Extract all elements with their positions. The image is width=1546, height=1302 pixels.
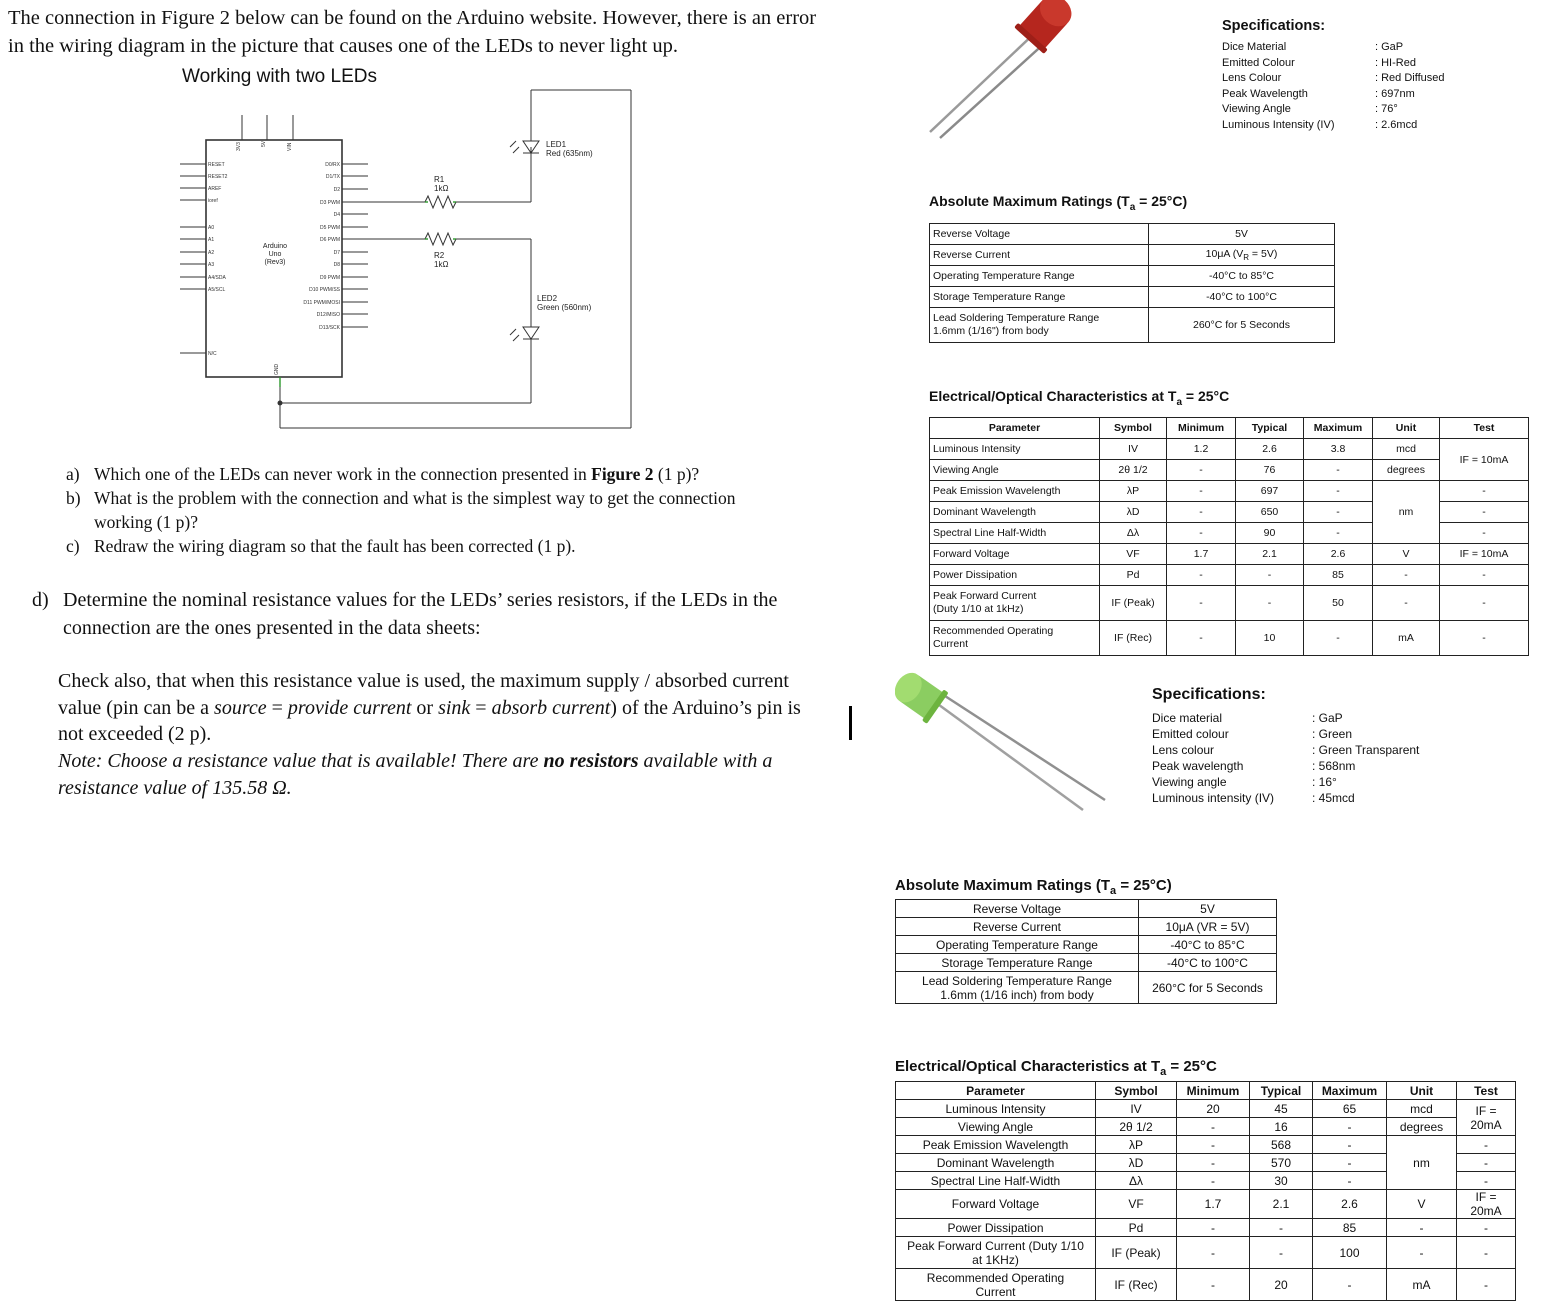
pin-3v3: 3V3 (236, 142, 242, 151)
pin-vin: VIN (287, 142, 293, 151)
pin-left: A2 (208, 250, 215, 256)
pin-right: D1/TX (325, 174, 340, 180)
question-b: b) What is the problem with the connection and what is the simplest way to get the connection working (1 p)? (66, 488, 736, 532)
green-spec-list (1152, 710, 1419, 806)
note-paragraph: Note: Choose a resistance value that is available! There are no resistors available with a resistance value of 135.58 Ω. (58, 750, 773, 799)
green-led-image (895, 672, 1125, 817)
pin-left: N/C (208, 351, 217, 357)
spec-row: Dice material : GaP (1152, 711, 1343, 725)
spec-row: Emitted Colour : HI-Red (1222, 56, 1416, 69)
table-row: Peak Forward Current (Duty 1/10 at 1kHz) IF (Peak) - - 50 - - (930, 586, 1529, 621)
pin-left: RESET (208, 162, 225, 168)
pin-right: D5 PWM (320, 225, 340, 231)
pin-left: ioref (208, 198, 218, 204)
table-row: Dominant Wavelength λD - 570 - - (896, 1154, 1516, 1172)
intro-paragraph: The connection in Figure 2 below can be found on the Arduino website. However, there is an error in the wiring diagram in the picture that causes one of the LEDs to never light up. (8, 7, 817, 57)
r2-value: 1kΩ (434, 260, 449, 269)
table-row: Spectral Line Half-Width Δλ - 30 - - (896, 1172, 1516, 1190)
check-paragraph: Check also, that when this resistance value is used, the maximum supply / absorbed current value (pin can be a source = provide current or sink = absorb current) of the Arduino’s pin is not exceeded (2 p). (58, 670, 801, 745)
text-cursor (849, 706, 852, 740)
green-amr-title: Absolute Maximum Ratings $(T_a = 25^\circ C)$ (895, 877, 1172, 897)
board-model: Uno (268, 251, 282, 258)
spec-row: Peak Wavelength : 697nm (1222, 87, 1415, 100)
spec-row: Dice Material : GaP (1222, 41, 1404, 53)
pin-left: RESET2 (208, 174, 228, 180)
red-spec-title: Specifications: (1222, 18, 1326, 34)
table-row: Recommended Operating Current IF (Rec) - 10 - mA - (930, 621, 1529, 656)
table-row: Spectral Line Half-Width Δλ - 90 - - (930, 523, 1529, 544)
red-amr-table: Reverse Voltage 5V Reverse Current 10μA $(V_R = 5V)$ Operating Temperature Range -40°C to 85°C Storage Temperature Range -40°C to 100°C Lead Soldering Temperature Range 1.6mm (1/16") from body 260°C for 5 Seconds (929, 223, 1335, 343)
table-row: Forward Voltage VF 1.7 2.1 2.6 V IF = 20mA (896, 1190, 1516, 1219)
r2-name: R2 (434, 251, 445, 260)
table-row: Dominant Wavelength λD - 650 - - (930, 502, 1529, 523)
pin-right: D12/MISO (316, 312, 340, 318)
spec-row: Emitted colour : Green (1152, 727, 1353, 741)
pin-right: D7 (333, 250, 340, 256)
pin-left: A1 (208, 237, 215, 243)
pin-right: D0/RX (325, 162, 340, 168)
pin-right: D9 PWM (320, 275, 340, 281)
table-row: Power Dissipation Pd - - 85 - - (930, 565, 1529, 586)
pin-gnd: GND (274, 363, 280, 375)
red-spec-list (1222, 40, 1445, 134)
pin-right: D13/SCK (319, 325, 340, 331)
pin-right: D4 (333, 212, 340, 218)
spec-row: Viewing Angle : 76° (1222, 103, 1398, 116)
table-row: Recommended Operating Current IF (Rec) - 20 - mA - (896, 1269, 1516, 1301)
spec-row: Peak wavelength : 568nm (1152, 759, 1356, 773)
red-eo-title: Electrical/Optical Characteristics at $T_a = 25^\circ C$ (929, 388, 1230, 408)
red-led-image (920, 0, 1080, 140)
table-row: Viewing Angle 2θ 1/2 - 16 - degrees (896, 1118, 1516, 1136)
question-a: a) Which one of the LEDs can never work in the connection presented in Figure 2 (1 p)? (66, 464, 700, 484)
pin-left: A3 (208, 262, 215, 268)
wiring-diagram (170, 85, 650, 435)
green-amr-table: Reverse Voltage 5V Reverse Current 10μA (VR = 5V) Operating Temperature Range -40°C to 85°C Storage Temperature Range -40°C to 100°C Lead Soldering Temperature Range 1.6mm (1/16 inch) from body 260°C for 5 Seconds (895, 899, 1277, 1004)
green-eo-title: Electrical/Optical Characteristics at $T_a = 25^\circ C$ (895, 1058, 1217, 1078)
pin-5v: 5V (261, 140, 267, 147)
green-eo-table: Parameter Symbol Minimum Typical Maximum Unit Test Luminous Intensity IV 20 45 65 mcd IF = 20mA Viewing Angle 2θ 1/2 - 16 - degrees Peak Emission Wavelength λP - 568 - nm - Dominant Wavelength λD - 570 - - Spectral Line Half-Width Δλ - 30 - - Forward Voltage VF 1.7 2.1 2.6 V IF = 20mA Power Dissipation Pd - - 85 - - Peak Forward Current (Duty 1/10 at 1KHz) IF (Peak) - - 100 - - Recommended Operating Current IF (Rec) - 20 - mA - (895, 1081, 1516, 1301)
led1-name: LED1 (546, 140, 567, 149)
table-row: Peak Emission Wavelength λP - 697 - nm - (930, 481, 1529, 502)
led2-name: LED2 (537, 294, 558, 303)
board-name: Arduino (262, 243, 288, 250)
pin-left: A4/SDA (208, 275, 226, 281)
table-row: Luminous Intensity IV 20 45 65 mcd IF = 20mA (896, 1100, 1516, 1118)
board-rev: (Rev3) (264, 259, 286, 266)
led2-desc: Green (560nm) (537, 303, 592, 312)
figure-title: Working with two LEDs (182, 66, 377, 87)
red-eo-table: Parameter Symbol Minimum Typical Maximum Unit Test Luminous Intensity IV 1.2 2.6 3.8 mcd IF = 10mA Viewing Angle 2θ 1/2 - 76 - degrees Peak Emission Wavelength λP - 697 - nm - Dominant Wavelength λD - 650 - - Spectral Line Half-Width Δλ - 90 - - Forward Voltage VF 1.7 2.1 2.6 V IF = 10mA Power Dissipation Pd - - 85 - - Peak Forward Current (Duty 1/10 at 1kHz) IF (Peak) - - 50 - - Recommended Operating Current IF (Rec) - 10 - mA - (929, 417, 1529, 656)
r1-name: R1 (434, 175, 445, 184)
led1-desc: Red (635nm) (546, 149, 593, 158)
green-spec-title: Specifications: (1152, 686, 1266, 703)
table-row: Viewing Angle 2θ 1/2 - 76 - degrees (930, 460, 1529, 481)
pin-right: D3 PWM (320, 200, 340, 206)
pin-left: A0 (208, 225, 215, 231)
spec-row: Luminous Intensity (IV) : 2.6mcd (1222, 118, 1418, 131)
spec-row: Luminous intensity (IV) : 45mcd (1152, 791, 1355, 805)
table-row: Power Dissipation Pd - - 85 - - (896, 1219, 1516, 1237)
pin-right: D10 PWM/SS (309, 287, 340, 293)
pin-left: AREF (208, 186, 222, 192)
question-c: c) Redraw the wiring diagram so that the fault has been corrected (1 p). (66, 536, 576, 556)
pin-right: D2 (333, 187, 340, 193)
pin-left: A5/SCL (208, 287, 226, 293)
question-d: d) Determine the nominal resistance values for the LEDs’ series resistors, if the LEDs in the connection are the ones presented in the data sheets: (32, 589, 778, 639)
red-amr-title: Absolute Maximum Ratings $(T_a = 25^\circ C)$ (929, 193, 1188, 213)
table-row: Peak Forward Current (Duty 1/10 at 1KHz) IF (Peak) - - 100 - - (896, 1237, 1516, 1269)
table-row: Forward Voltage VF 1.7 2.1 2.6 V IF = 10mA (930, 544, 1529, 565)
spec-row: Lens Colour : Red Diffused (1222, 72, 1445, 85)
r1-value: 1kΩ (434, 184, 449, 193)
pin-right: D6 PWM (320, 237, 340, 243)
spec-row: Viewing angle : 16° (1152, 775, 1337, 789)
pin-right: D8 (333, 262, 340, 268)
table-row: Luminous Intensity IV 1.2 2.6 3.8 mcd IF = 10mA (930, 439, 1529, 460)
spec-row: Lens colour : Green Transparent (1152, 743, 1420, 757)
table-row: Peak Emission Wavelength λP - 568 - nm - (896, 1136, 1516, 1154)
pin-right: D11 PWM/MOSI (303, 300, 340, 306)
